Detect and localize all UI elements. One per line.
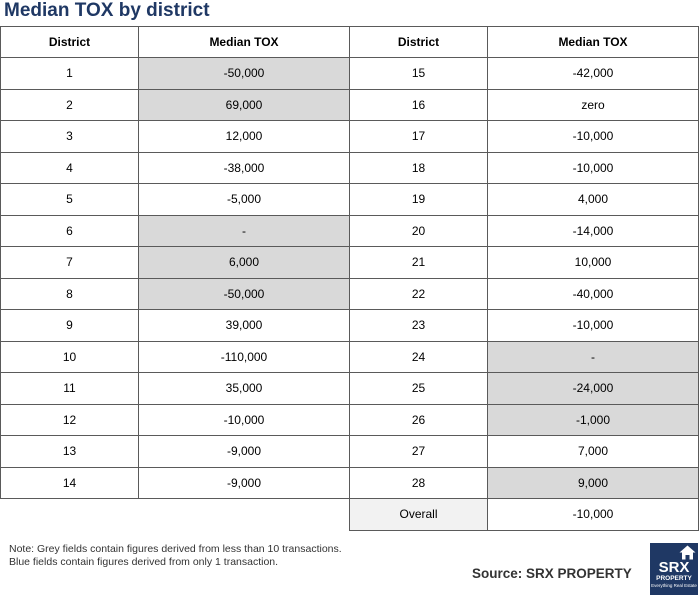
district-cell: 13 xyxy=(1,436,139,468)
source-credit: Source: SRX PROPERTY xyxy=(472,566,632,581)
median-tox-cell: -9,000 xyxy=(139,467,350,499)
logo-tagline: Everything Real Estate xyxy=(651,583,697,588)
median-tox-cell: - xyxy=(139,215,350,247)
median-tox-cell: - xyxy=(488,341,699,373)
table-row xyxy=(1,184,699,216)
table-row xyxy=(1,436,699,468)
district-cell: 28 xyxy=(350,467,488,499)
district-cell: 7 xyxy=(1,247,139,279)
district-cell: 25 xyxy=(350,373,488,405)
footnote-line-blue: Blue fields contain figures derived from only 1 transaction. xyxy=(9,556,279,568)
district-cell: 21 xyxy=(350,247,488,279)
logo-brand: SRX xyxy=(658,559,690,576)
district-cell: 8 xyxy=(1,278,139,310)
district-cell: 26 xyxy=(350,404,488,436)
district-cell: 20 xyxy=(350,215,488,247)
table-row xyxy=(1,121,699,153)
table-row xyxy=(1,215,699,247)
median-tox-cell: -50,000 xyxy=(139,278,350,310)
table-row xyxy=(1,152,699,184)
district-cell: 17 xyxy=(350,121,488,153)
median-tox-cell: -10,000 xyxy=(488,121,699,153)
table-row xyxy=(1,58,699,90)
median-tox-cell: -40,000 xyxy=(488,278,699,310)
median-tox-cell: -9,000 xyxy=(139,436,350,468)
district-cell: 4 xyxy=(1,152,139,184)
table-row xyxy=(1,310,699,342)
median-tox-cell: -1,000 xyxy=(488,404,699,436)
district-cell: 12 xyxy=(1,404,139,436)
header-median-left: Median TOX xyxy=(139,27,350,58)
table-header-row xyxy=(1,27,699,58)
district-cell: 14 xyxy=(1,467,139,499)
district-cell: 3 xyxy=(1,121,139,153)
district-cell: 16 xyxy=(350,89,488,121)
median-tox-cell: -110,000 xyxy=(139,341,350,373)
median-tox-cell: 35,000 xyxy=(139,373,350,405)
district-cell: 1 xyxy=(1,58,139,90)
overall-label: Overall xyxy=(350,499,488,531)
median-tox-cell: -42,000 xyxy=(488,58,699,90)
header-median-right: Median TOX xyxy=(488,27,699,58)
srx-logo xyxy=(650,543,698,595)
median-tox-cell: -14,000 xyxy=(488,215,699,247)
footnote xyxy=(9,543,342,569)
overall-value: -10,000 xyxy=(488,499,699,531)
median-tox-cell: -38,000 xyxy=(139,152,350,184)
table-row xyxy=(1,341,699,373)
median-tox-cell: 7,000 xyxy=(488,436,699,468)
median-tox-cell: -10,000 xyxy=(488,152,699,184)
page-title: Median TOX by district xyxy=(4,0,210,21)
median-tox-cell: -10,000 xyxy=(488,310,699,342)
district-cell: 27 xyxy=(350,436,488,468)
table-row xyxy=(1,247,699,279)
median-tox-cell: 10,000 xyxy=(488,247,699,279)
district-cell: 19 xyxy=(350,184,488,216)
median-tox-table xyxy=(0,26,699,531)
table-row xyxy=(1,404,699,436)
median-tox-cell: 69,000 xyxy=(139,89,350,121)
district-cell: 5 xyxy=(1,184,139,216)
median-tox-cell: -5,000 xyxy=(139,184,350,216)
median-tox-cell: 39,000 xyxy=(139,310,350,342)
empty-cell xyxy=(1,499,139,531)
overall-row xyxy=(1,499,699,531)
district-cell: 6 xyxy=(1,215,139,247)
median-tox-cell: -50,000 xyxy=(139,58,350,90)
district-cell: 15 xyxy=(350,58,488,90)
district-cell: 11 xyxy=(1,373,139,405)
district-cell: 18 xyxy=(350,152,488,184)
table-row xyxy=(1,278,699,310)
empty-cell xyxy=(139,499,350,531)
median-tox-cell: 12,000 xyxy=(139,121,350,153)
house-icon xyxy=(679,545,696,560)
footnote-line-grey: Note: Grey fields contain figures derived from less than 10 transactions. xyxy=(9,543,342,555)
district-cell: 24 xyxy=(350,341,488,373)
median-tox-cell: -24,000 xyxy=(488,373,699,405)
header-district-left: District xyxy=(1,27,139,58)
median-tox-cell: 6,000 xyxy=(139,247,350,279)
logo-sub: PROPERTY xyxy=(656,575,692,582)
table-body xyxy=(1,58,699,531)
district-cell: 23 xyxy=(350,310,488,342)
district-cell: 10 xyxy=(1,341,139,373)
median-tox-cell: 4,000 xyxy=(488,184,699,216)
district-cell: 9 xyxy=(1,310,139,342)
district-cell: 22 xyxy=(350,278,488,310)
table-row xyxy=(1,467,699,499)
median-tox-cell: zero xyxy=(488,89,699,121)
table-row xyxy=(1,373,699,405)
median-tox-cell: 9,000 xyxy=(488,467,699,499)
header-district-right: District xyxy=(350,27,488,58)
median-tox-cell: -10,000 xyxy=(139,404,350,436)
table-row xyxy=(1,89,699,121)
district-cell: 2 xyxy=(1,89,139,121)
